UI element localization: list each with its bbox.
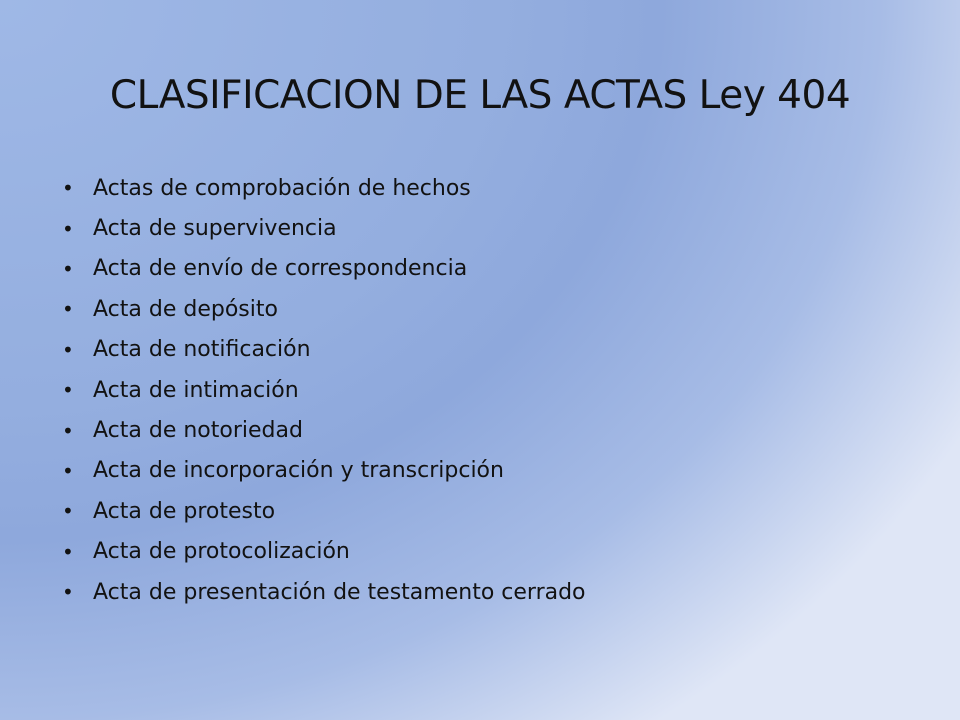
bullet-icon: • <box>62 580 74 605</box>
bullet-icon: • <box>62 337 74 362</box>
bullet-icon: • <box>62 499 74 524</box>
bullet-icon: • <box>62 256 74 281</box>
list-item <box>62 208 586 248</box>
bullet-icon: • <box>62 539 74 564</box>
bullet-icon: • <box>62 378 74 403</box>
list-item <box>62 168 586 208</box>
bullet-icon: • <box>62 458 74 483</box>
list-item <box>62 572 586 612</box>
list-item <box>62 532 586 572</box>
list-item-label: Acta de notificación <box>93 337 311 363</box>
list-item <box>62 410 586 450</box>
list-item <box>62 491 586 531</box>
list-item-label: Acta de supervivencia <box>93 216 337 242</box>
list-item <box>62 370 586 410</box>
list-item <box>62 330 586 370</box>
list-item-label: Acta de depósito <box>93 296 278 322</box>
list-item-label: Acta de intimación <box>93 377 299 403</box>
list-item-label: Acta de envío de correspondencia <box>93 256 468 282</box>
bullet-icon: • <box>62 216 74 241</box>
slide-title: CLASIFICACION DE LAS ACTAS Ley 404 <box>109 73 851 118</box>
list-item-label: Acta de protesto <box>93 498 276 524</box>
list-item-label: Actas de comprobación de hechos <box>93 175 471 201</box>
bullet-icon: • <box>62 297 74 322</box>
list-item-label: Acta de notoriedad <box>93 418 303 444</box>
bullet-icon: • <box>62 176 74 201</box>
list-item <box>62 249 586 289</box>
list-item-label: Acta de presentación de testamento cerrado <box>93 579 586 605</box>
list-item <box>62 289 586 329</box>
list-item <box>62 451 586 491</box>
bullet-list <box>62 168 586 612</box>
bullet-icon: • <box>62 418 74 443</box>
list-item-label: Acta de incorporación y transcripción <box>93 458 504 484</box>
list-item-label: Acta de protocolización <box>93 539 350 565</box>
